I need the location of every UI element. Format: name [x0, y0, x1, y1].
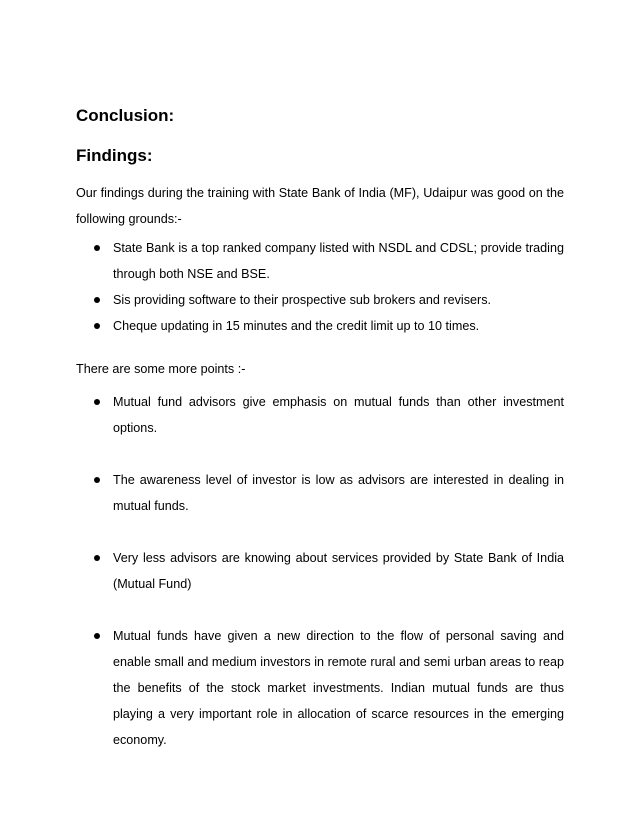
list-item-text: Mutual fund advisors give emphasis on mutual funds than other investment options.	[113, 395, 564, 435]
list-item-text: The awareness level of investor is low as advisors are interested in dealing in mutual funds.	[113, 473, 564, 513]
bullet-icon	[94, 297, 100, 303]
list-item-text: Very less advisors are knowing about services provided by State Bank of India (Mutual Fund)	[113, 551, 564, 591]
list-item-text: Mutual funds have given a new direction to the flow of personal saving and enable small and medium investors in remote rural and semi urban areas to reap the benefits of the stock market investments. Indian mutual funds are thus playing a very important role in allocation of scarce resources in the emerging economy.	[113, 629, 564, 747]
bullet-icon	[94, 477, 100, 483]
list-item	[76, 545, 564, 597]
list-item-text: State Bank is a top ranked company listed with NSDL and CDSL; provide trading through both NSE and BSE.	[113, 241, 564, 281]
bullet-icon	[94, 245, 100, 251]
findings-heading: Findings:	[76, 146, 153, 165]
list-item	[76, 235, 564, 287]
findings-intro-paragraph: Our findings during the training with State Bank of India (MF), Udaipur was good on the following grounds:-	[76, 186, 564, 226]
bullet-icon	[94, 633, 100, 639]
list-item-text: Sis providing software to their prospective sub brokers and revisers.	[113, 293, 491, 307]
list-item-text: Cheque updating in 15 minutes and the credit limit up to 10 times.	[113, 319, 480, 333]
bullet-icon	[94, 323, 100, 329]
more-points-list	[76, 389, 564, 779]
more-points-paragraph: There are some more points :-	[76, 362, 246, 376]
list-item	[76, 623, 564, 753]
list-item	[76, 389, 564, 441]
findings-list	[76, 235, 564, 339]
list-item	[76, 287, 564, 313]
list-item	[76, 313, 564, 339]
bullet-icon	[94, 555, 100, 561]
list-item	[76, 467, 564, 519]
bullet-icon	[94, 399, 100, 405]
conclusion-heading: Conclusion:	[76, 106, 175, 125]
